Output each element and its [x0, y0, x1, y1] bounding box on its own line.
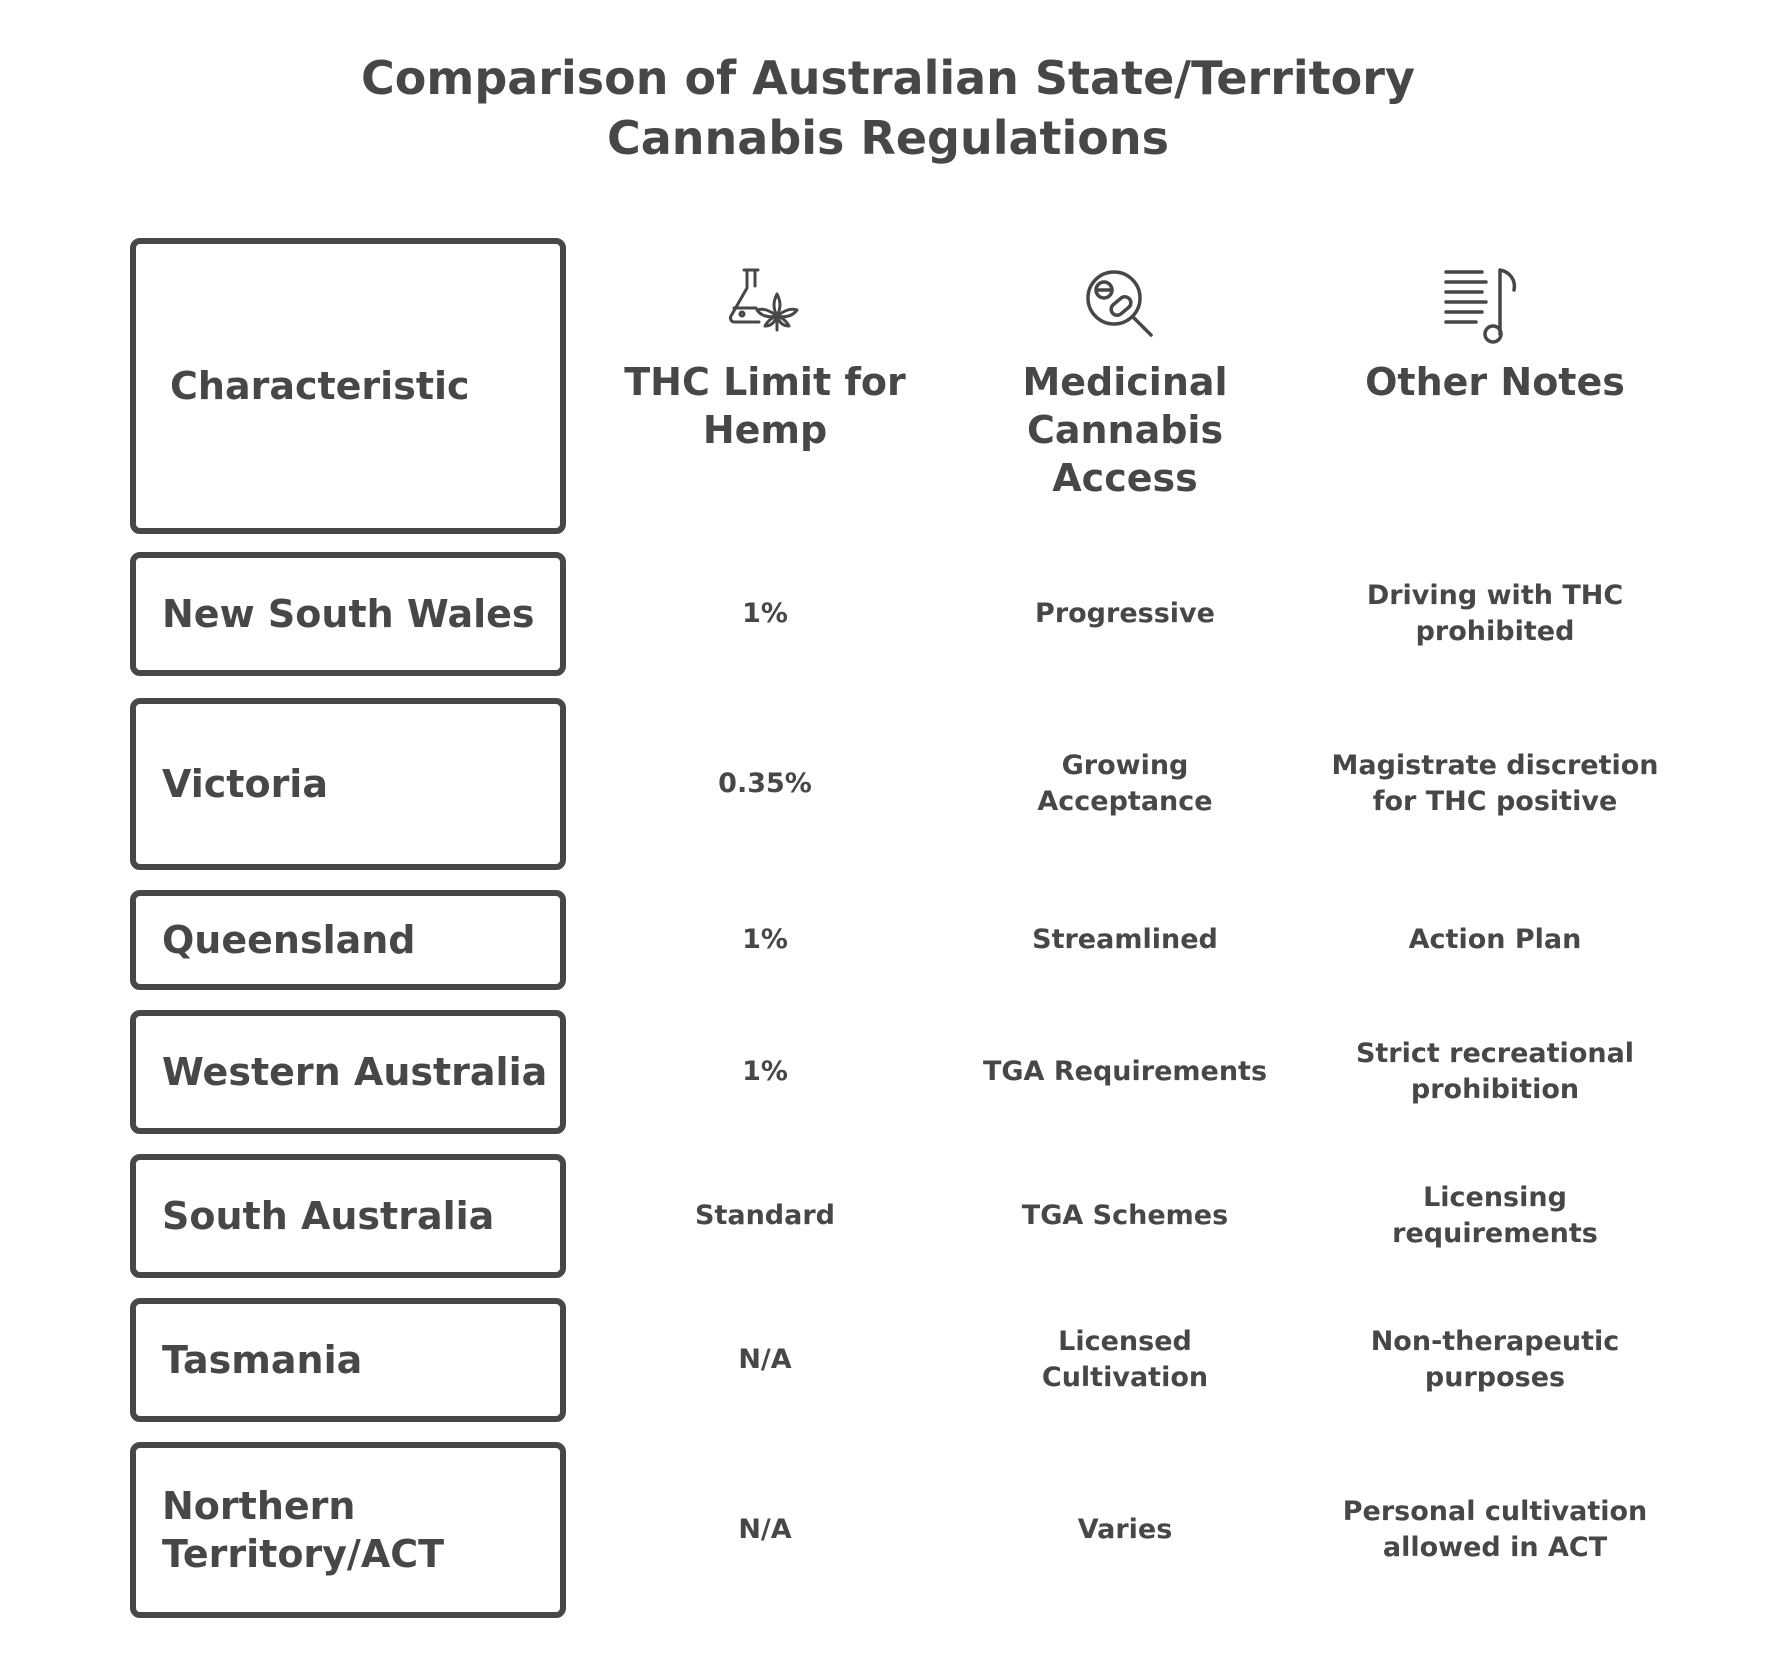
row-label: South Australia [162, 1194, 495, 1238]
column-header-thc: THC Limit for Hemp [624, 360, 906, 452]
title-line-2: Cannabis Regulations [606, 111, 1170, 165]
row-label: Tasmania [162, 1338, 363, 1382]
notes-cell: Driving with THC prohibited [1366, 580, 1624, 647]
title-line-1: Comparison of Australian State/Territory [361, 51, 1415, 105]
notes-cell: Personal cultivation allowed in ACT [1342, 1496, 1648, 1563]
medicinal-cell: Streamlined [1032, 924, 1218, 955]
medicinal-cell: Varies [1077, 1514, 1173, 1545]
characteristic-header-label: Characteristic [170, 364, 470, 408]
row-label-box [130, 552, 566, 676]
row-label: Northern Territory/ACT [162, 1484, 445, 1576]
medicinal-cell: TGA Requirements [982, 1056, 1268, 1087]
notes-cell: Magistrate discretion for THC positive [1331, 750, 1659, 817]
row-label-box [130, 890, 566, 990]
notes-cell: Strict recreational prohibition [1355, 1038, 1635, 1105]
medicinal-cell: Progressive [1035, 598, 1215, 629]
notes-cell: Non-therapeutic purposes [1370, 1326, 1620, 1393]
row-label: Victoria [162, 762, 328, 806]
thc-cell: N/A [738, 1514, 792, 1545]
column-header-medicinal: Medicinal Cannabis Access [1022, 360, 1228, 500]
notes-cell: Action Plan [1408, 924, 1582, 955]
row-label: Western Australia [162, 1050, 548, 1094]
row-label-box [130, 1154, 566, 1278]
characteristic-header-box [130, 238, 566, 534]
row-label: New South Wales [162, 592, 535, 636]
row-label-box [130, 1298, 566, 1422]
row-label-box [130, 698, 566, 870]
thc-cell: 0.35% [718, 768, 812, 799]
thc-cell: 1% [742, 1056, 788, 1087]
row-label-box [130, 1010, 566, 1134]
notes-music-icon [1438, 264, 1522, 344]
thc-cell: N/A [738, 1344, 792, 1375]
medicinal-cell: TGA Schemes [1021, 1200, 1229, 1231]
row-label: Queensland [162, 918, 416, 962]
thc-cell: 1% [742, 598, 788, 629]
thc-cell: Standard [695, 1200, 835, 1231]
notes-cell: Licensing requirements [1392, 1182, 1598, 1249]
medicinal-cell: Licensed Cultivation [1041, 1326, 1209, 1393]
medicinal-cell: Growing Acceptance [1037, 750, 1213, 817]
column-header-notes: Other Notes [1365, 360, 1625, 404]
page-title [0, 48, 1776, 168]
pill-magnifier-icon [1080, 266, 1160, 342]
flask-cannabis-icon [722, 264, 802, 340]
thc-cell: 1% [742, 924, 788, 955]
row-label-box [130, 1442, 566, 1618]
